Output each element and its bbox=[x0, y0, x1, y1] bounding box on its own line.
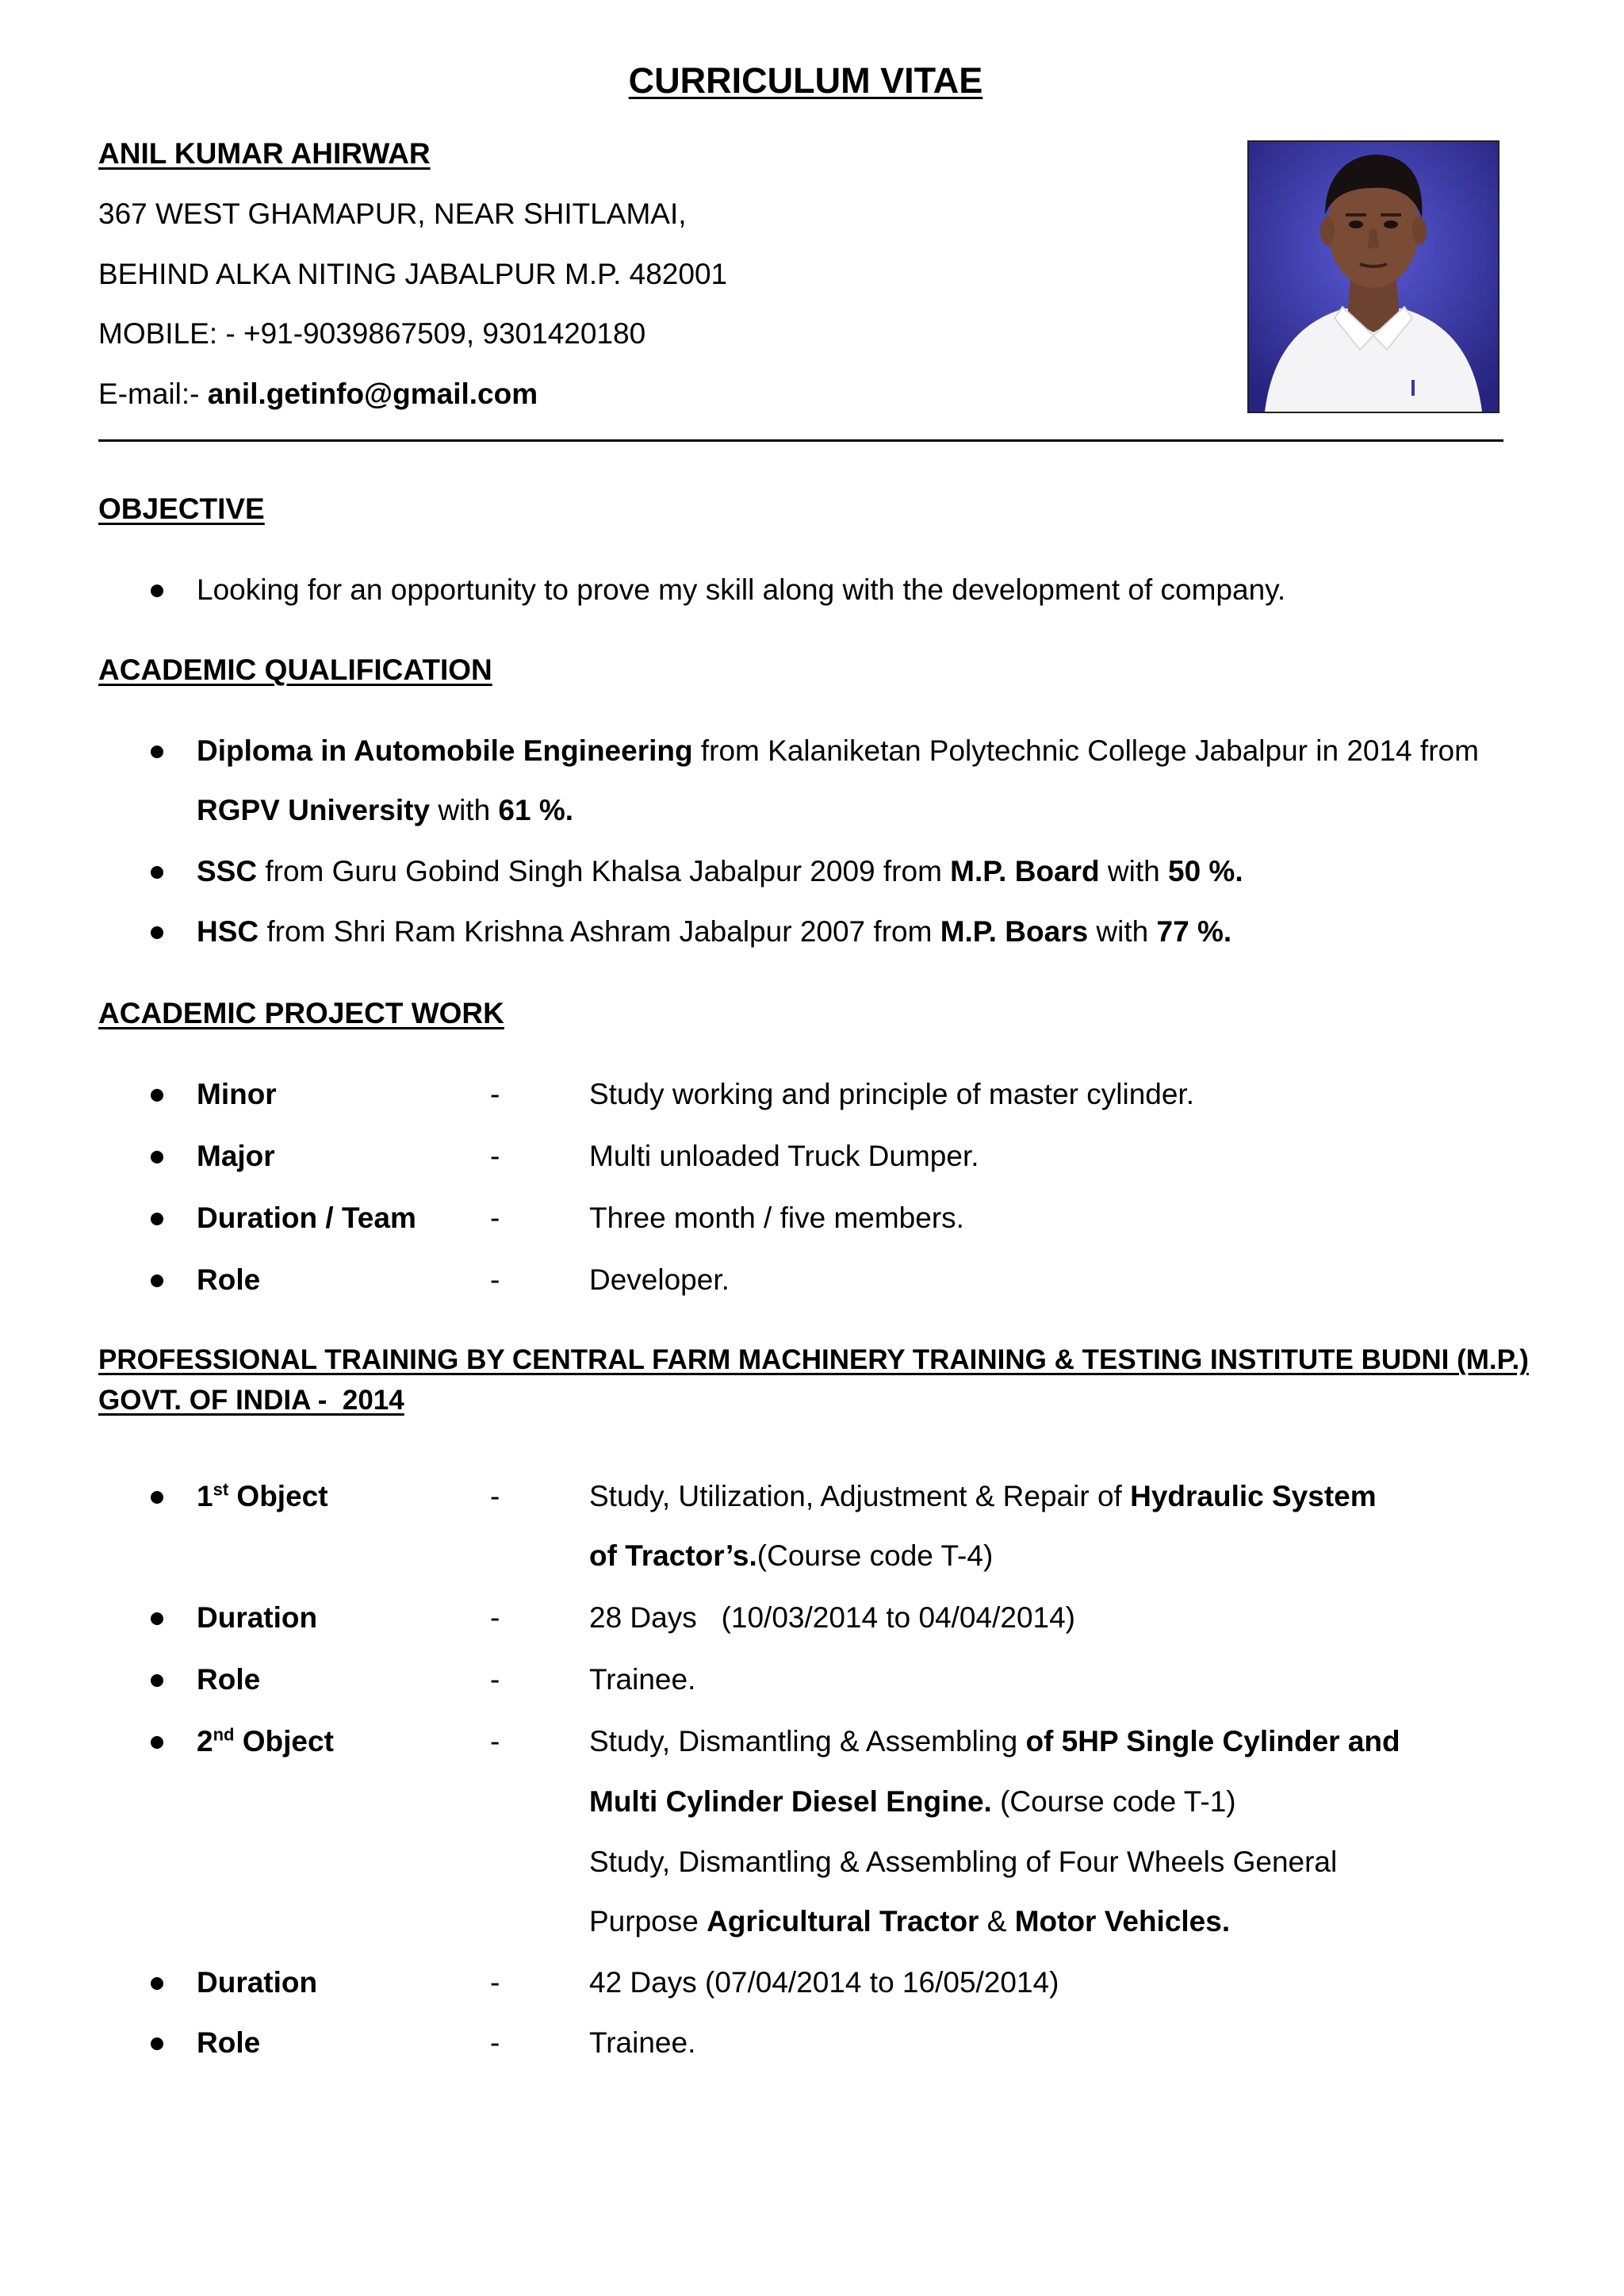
object2-course-code: (Course code T-1) bbox=[991, 1785, 1236, 1818]
project-duration-sep: - bbox=[490, 1202, 500, 1234]
object1-course-code: (Course code T-4) bbox=[756, 1539, 994, 1572]
bullet-icon bbox=[151, 585, 163, 597]
project-role-label: Role bbox=[197, 1263, 261, 1296]
object2-purpose: Purpose bbox=[589, 1905, 707, 1938]
project-major-sep: - bbox=[490, 1140, 500, 1172]
email-address: anil.getinfo@gmail.com bbox=[207, 378, 538, 410]
object2-number: 2 bbox=[197, 1725, 213, 1757]
training-heading-line2: GOVT. OF INDIA - 2014 bbox=[98, 1385, 404, 1416]
training-object2-line4 bbox=[589, 1904, 1230, 1939]
object1-word: Object bbox=[228, 1480, 328, 1512]
bullet-icon bbox=[151, 1274, 163, 1287]
qualification-hsc bbox=[197, 914, 1231, 949]
object2-line2-bold: Multi Cylinder Diesel Engine. bbox=[589, 1785, 992, 1818]
bullet-icon bbox=[151, 746, 163, 758]
object1-bold: Hydraulic System bbox=[1130, 1480, 1377, 1512]
training-duration1-label: Duration bbox=[197, 1601, 318, 1634]
email-label: E-mail:- bbox=[98, 378, 200, 410]
academic-heading: ACADEMIC QUALIFICATION bbox=[98, 654, 492, 686]
bullet-icon bbox=[151, 1612, 163, 1625]
qualification-diploma-line1 bbox=[197, 734, 1479, 769]
training-role1-label: Role bbox=[197, 1663, 261, 1696]
bullet-icon bbox=[151, 1977, 163, 1990]
address-line-2: BEHIND ALKA NITING JABALPUR M.P. 482001 bbox=[98, 258, 728, 290]
ssc-percentage: 50 %. bbox=[1168, 855, 1243, 887]
training-object2-line1 bbox=[589, 1724, 1400, 1759]
hsc-detail: from Shri Ram Krishna Ashram Jabalpur 2007 from bbox=[259, 915, 940, 948]
project-role-value: Developer. bbox=[589, 1263, 730, 1296]
project-role-sep: - bbox=[490, 1263, 500, 1296]
training-object1-line2 bbox=[589, 1539, 993, 1573]
bullet-icon bbox=[151, 866, 163, 879]
bullet-icon bbox=[151, 926, 163, 939]
qualification-diploma-line2 bbox=[197, 793, 573, 828]
training-role2-label: Role bbox=[197, 2026, 261, 2059]
candidate-photo bbox=[1247, 140, 1500, 413]
hsc-with: with bbox=[1088, 915, 1157, 948]
training-object2-line3: Study, Dismantling & Assembling of Four Wheels General bbox=[589, 1846, 1338, 1878]
object1-number: 1 bbox=[197, 1480, 213, 1512]
hsc-percentage: 77 %. bbox=[1156, 915, 1232, 948]
training-duration2-label: Duration bbox=[197, 1966, 318, 1999]
object1-ordinal: st bbox=[213, 1479, 229, 1500]
project-duration-label: Duration / Team bbox=[197, 1202, 416, 1234]
training-role1-sep: - bbox=[490, 1663, 500, 1696]
project-major-value: Multi unloaded Truck Dumper. bbox=[589, 1140, 979, 1172]
ssc-detail: from Guru Gobind Singh Khalsa Jabalpur 2009 from bbox=[257, 855, 951, 887]
diploma-detail: from Kalaniketan Polytechnic College Jabalpur in 2014 from bbox=[692, 734, 1479, 767]
hsc-board: M.P. Boars bbox=[940, 915, 1089, 948]
project-major-label: Major bbox=[197, 1140, 275, 1172]
objective-heading: OBJECTIVE bbox=[98, 493, 265, 525]
address-line-1: 367 WEST GHAMAPUR, NEAR SHITLAMAI, bbox=[98, 197, 687, 230]
bullet-icon bbox=[151, 1213, 163, 1225]
bullet-icon bbox=[151, 1674, 163, 1687]
portrait-image bbox=[1249, 142, 1498, 412]
object2-bold: of 5HP Single Cylinder and bbox=[1025, 1725, 1400, 1757]
diploma-percentage: 61 %. bbox=[498, 794, 574, 826]
email-row bbox=[98, 377, 538, 412]
object1-line2-bold: of Tractor’s. bbox=[589, 1539, 757, 1572]
diploma-title: Diploma in Automobile Engineering bbox=[197, 734, 693, 767]
training-role1-value: Trainee. bbox=[589, 1663, 696, 1696]
object2-ordinal: nd bbox=[213, 1724, 235, 1745]
bullet-icon bbox=[151, 1736, 163, 1749]
ssc-with: with bbox=[1099, 855, 1168, 887]
bullet-icon bbox=[151, 1089, 163, 1102]
object2-motor-vehicles: Motor Vehicles. bbox=[1014, 1905, 1231, 1938]
object2-tractor: Agricultural Tractor bbox=[707, 1905, 979, 1938]
object1-text: Study, Utilization, Adjustment & Repair of bbox=[589, 1480, 1131, 1512]
objective-text: Looking for an opportunity to prove my skill along with the development of company. bbox=[197, 573, 1286, 606]
project-minor-value: Study working and principle of master cylinder. bbox=[589, 1078, 1194, 1110]
training-object2-sep: - bbox=[490, 1725, 500, 1757]
project-minor-label: Minor bbox=[197, 1078, 277, 1110]
training-object1-sep: - bbox=[490, 1480, 500, 1512]
page-title: CURRICULUM VITAE bbox=[628, 60, 983, 101]
mobile-number: MOBILE: - +91-9039867509, 9301420180 bbox=[98, 317, 646, 350]
object2-ampersand: & bbox=[979, 1905, 1015, 1938]
training-role2-sep: - bbox=[490, 2026, 500, 2059]
training-heading-line1: PROFESSIONAL TRAINING BY CENTRAL FARM MACHINERY TRAINING & TESTING INSTITUTE BUDNI (M.P.) bbox=[98, 1344, 1529, 1375]
qualification-ssc bbox=[197, 854, 1243, 889]
ssc-title: SSC bbox=[197, 855, 258, 887]
candidate-name: ANIL KUMAR AHIRWAR bbox=[98, 137, 431, 170]
training-duration1-sep: - bbox=[490, 1601, 500, 1634]
hsc-title: HSC bbox=[197, 915, 259, 948]
object2-text: Study, Dismantling & Assembling bbox=[589, 1725, 1026, 1757]
bullet-icon bbox=[151, 1151, 163, 1163]
bullet-icon bbox=[151, 1491, 163, 1504]
training-object2-line2 bbox=[589, 1784, 1236, 1819]
project-minor-sep: - bbox=[490, 1078, 500, 1110]
training-object2-label bbox=[197, 1724, 334, 1759]
bullet-icon bbox=[151, 2037, 163, 2050]
project-heading: ACADEMIC PROJECT WORK bbox=[98, 997, 504, 1029]
training-role2-value: Trainee. bbox=[589, 2026, 696, 2059]
header-divider bbox=[98, 439, 1503, 442]
training-duration2-value: 42 Days (07/04/2014 to 16/05/2014) bbox=[589, 1966, 1059, 1999]
project-duration-value: Three month / five members. bbox=[589, 1202, 964, 1234]
diploma-with: with bbox=[430, 794, 499, 826]
training-duration2-sep: - bbox=[490, 1966, 500, 1999]
training-object1-line1 bbox=[589, 1479, 1377, 1514]
training-object1-label bbox=[197, 1479, 328, 1514]
object2-word: Object bbox=[234, 1725, 334, 1757]
ssc-board: M.P. Board bbox=[950, 855, 1100, 887]
training-duration1-value: 28 Days (10/03/2014 to 04/04/2014) bbox=[589, 1601, 1075, 1634]
diploma-university: RGPV University bbox=[197, 794, 431, 826]
